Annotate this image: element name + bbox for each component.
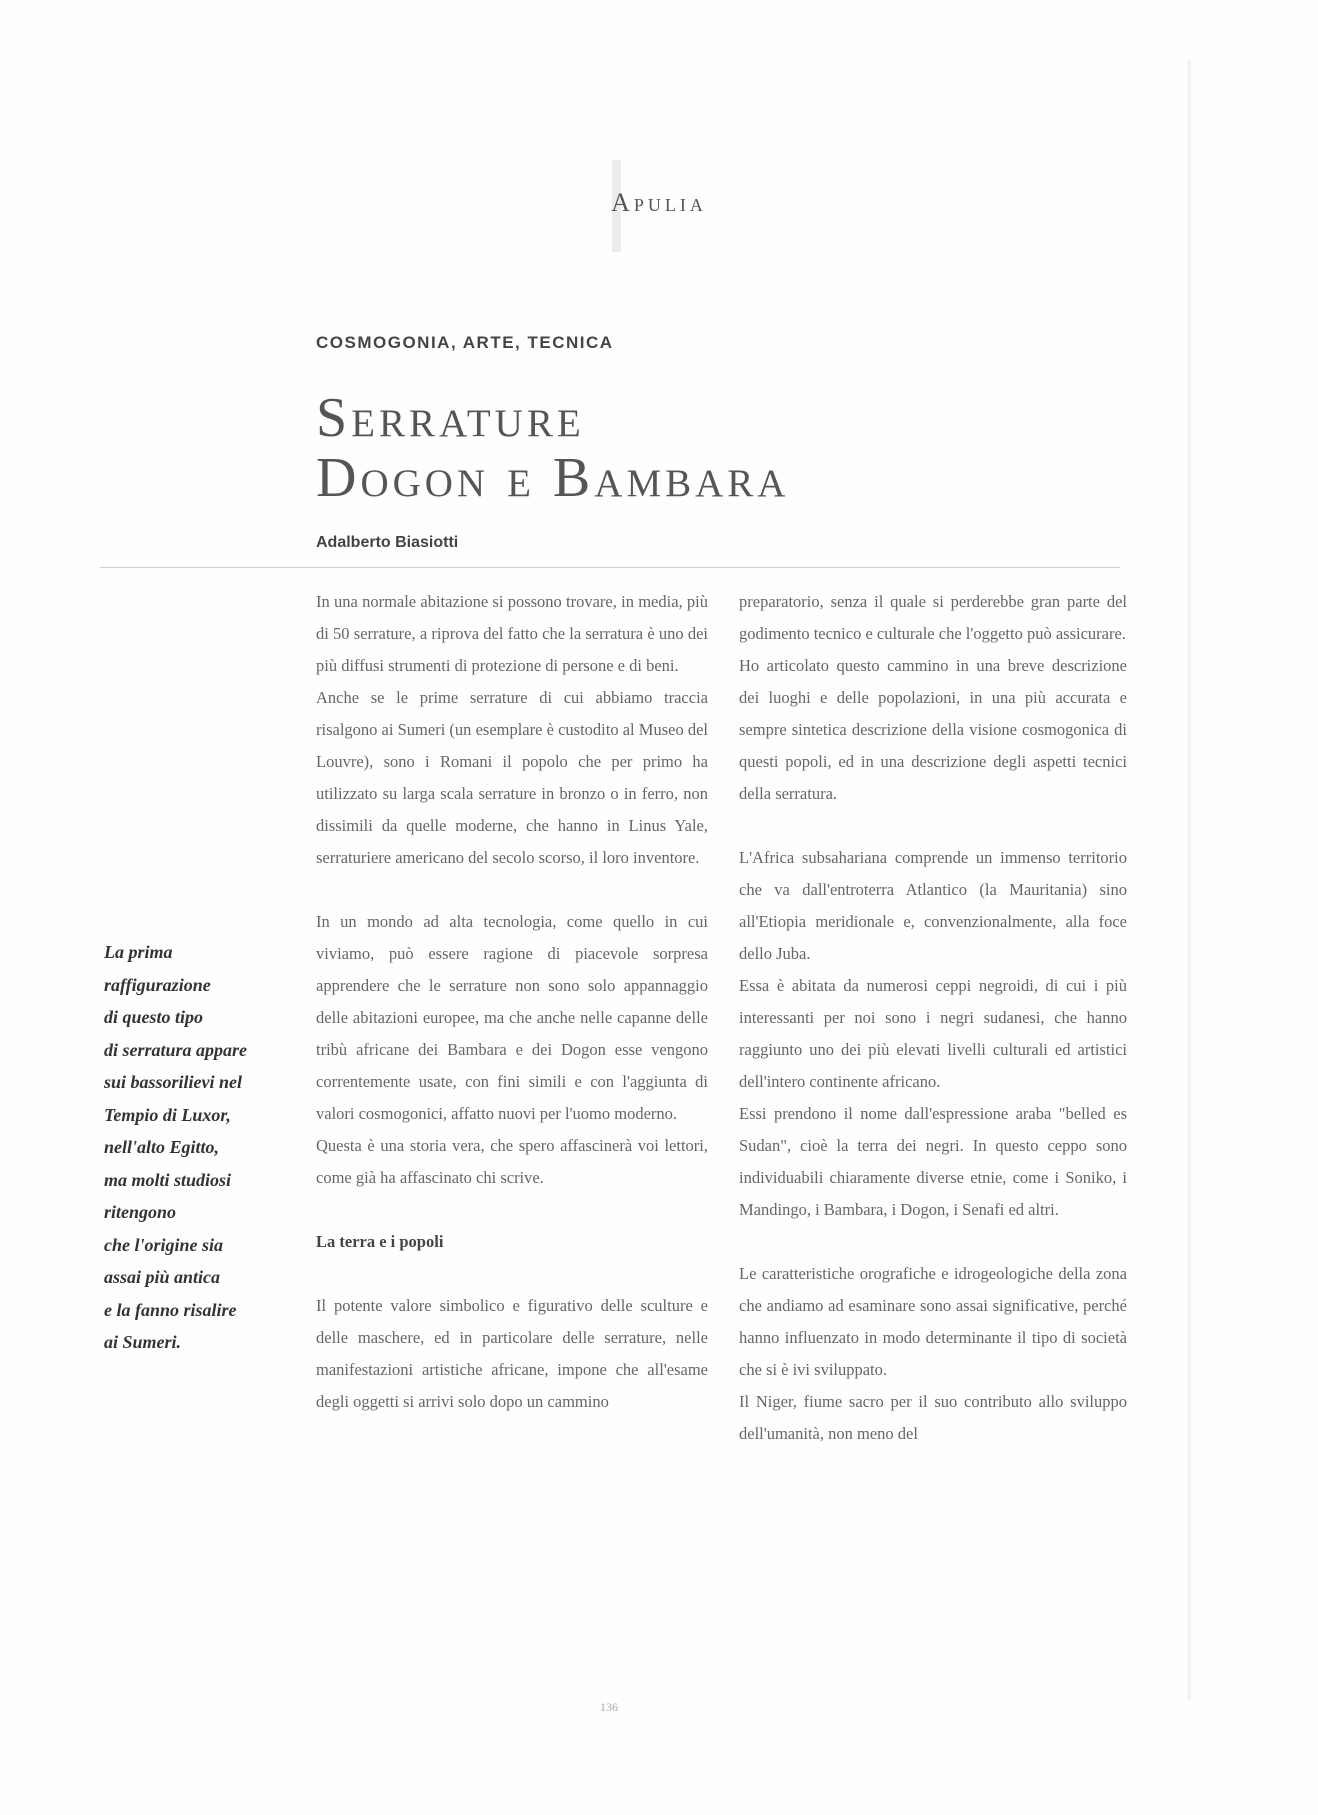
subheading: La terra e i popoli: [316, 1232, 444, 1251]
header-divider: [100, 567, 1120, 568]
journal-title: Apulia: [611, 188, 707, 217]
paragraph: Questa è una storia vera, che spero affascinerà voi lettori, come già ha affascinato chi scrive.: [316, 1136, 708, 1187]
paragraph: Il potente valore simbolico e figurativo delle sculture e delle maschere, ed in particolare delle serrature, nelle manifestazioni artistiche africane, impone che all'esame degli oggetti si arrivi solo dopo un cammino: [316, 1296, 708, 1411]
author-name: Adalberto Biasiotti: [316, 534, 459, 551]
section-label: COSMOGONIA, ARTE, TECNICA: [316, 333, 614, 352]
text-column-right: [739, 586, 1127, 1450]
pull-quote: La prima raffigurazione di questo tipo di serratura appare sui bassorilievi nel Tempio di Luxor, nell'alto Egitto, ma molti studiosi ritengono che l'origine sia assai più antica e la fanno risalire ai Sumeri.: [104, 942, 248, 1352]
paragraph: Anche se le prime serrature di cui abbiamo traccia risalgono ai Sumeri (un esemplare è custodito al Museo del Louvre), sono i Romani il popolo che per primo ha utilizzato su larga scala serrature in bronzo o in ferro, non dissimili da quelle moderne, che hanno in Linus Yale, serraturiere americano del secolo scorso, il loro inventore.: [316, 688, 708, 867]
paragraph: Essi prendono il nome dall'espressione araba "belled es Sudan", cioè la terra dei negri. In questo ceppo sono individuabili chiaramente diverse etnie, come i Soniko, i Mandingo, i Bambara, i Dogon, i Senafi ed altri.: [739, 1104, 1127, 1219]
paragraph: Ho articolato questo cammino in una breve descrizione dei luoghi e delle popolazioni, in una più accurata e sempre sintetica descrizione della visione cosmogonica di questi popoli, ed in una descrizione degli aspetti tecnici della serratura.: [739, 656, 1127, 803]
paragraph: L'Africa subsahariana comprende un immenso territorio che va dall'entroterra Atlantico (la Mauritania) sino all'Etiopia meridionale e, convenzionalmente, alla foce dello Juba.: [739, 848, 1127, 963]
title-line-1: Serrature: [316, 387, 585, 449]
page-edge-shadow: [1186, 60, 1192, 1700]
page-number: 136: [600, 1700, 618, 1714]
paragraph: preparatorio, senza il quale si perderebbe gran parte del godimento tecnico e culturale che l'oggetto può assicurare.: [739, 592, 1127, 643]
paragraph: Le caratteristiche orografiche e idrogeologiche della zona che andiamo ad esaminare sono assai significative, perché hanno influenzato in modo determinante il tipo di società che si è ivi sviluppato.: [739, 1264, 1127, 1379]
article-title: [316, 388, 789, 508]
paragraph: Essa è abitata da numerosi ceppi negroidi, di cui i più interessanti per noi sono i negri sudanesi, che hanno raggiunto uno dei più elevati livelli culturali ed artistici dell'intero continente africano.: [739, 976, 1127, 1091]
text-column-left: [316, 586, 708, 1418]
paragraph: In un mondo ad alta tecnologia, come quello in cui viviamo, può essere ragione di piacevole sorpresa apprendere che le serrature non sono solo appannaggio delle abitazioni europee, ma che anche nelle capanne delle tribù africane dei Bambara e dei Dogon esse vengono correntemente usate, con fini simili e con l'aggiunta di valori cosmogonici, affatto nuovi per l'uomo moderno.: [316, 912, 708, 1123]
title-line-2: Dogon e Bambara: [316, 447, 790, 509]
paragraph: Il Niger, fiume sacro per il suo contributo allo sviluppo dell'umanità, non meno del: [739, 1392, 1127, 1443]
paragraph: In una normale abitazione si possono trovare, in media, più di 50 serrature, a riprova del fatto che la serratura è uno dei più diffusi strumenti di protezione di persone e di beni.: [316, 592, 708, 675]
